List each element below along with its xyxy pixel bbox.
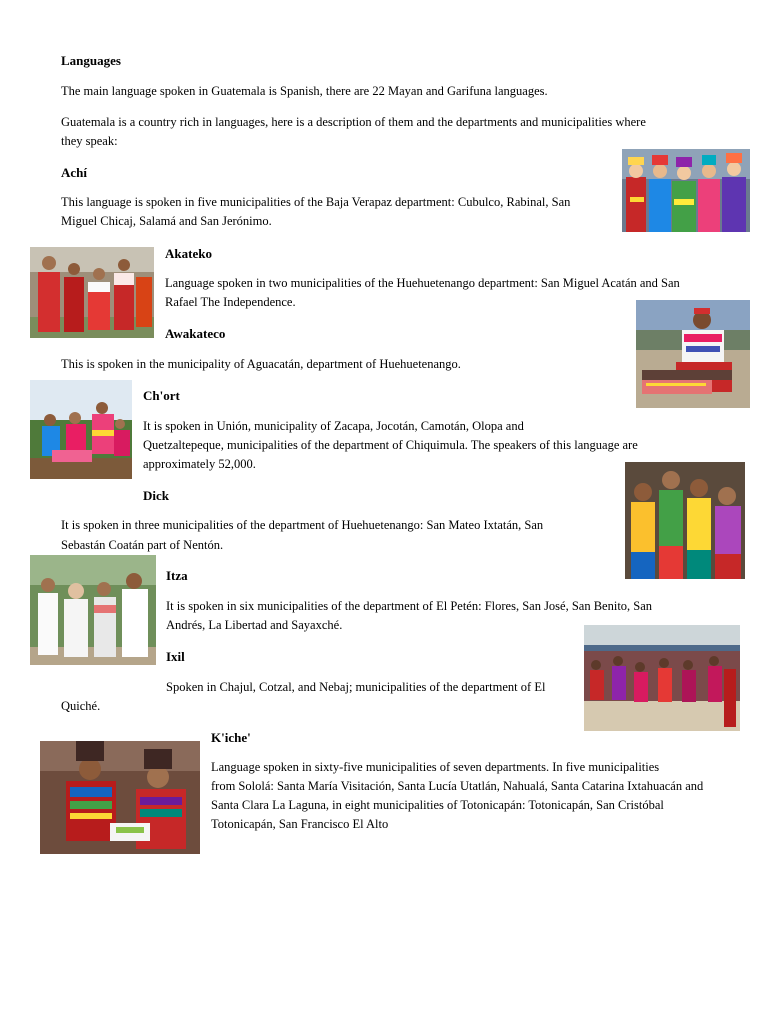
achi-text-line-1: This language is spoken in five municipalities of the Baja Verapaz department: Cubulco, Rabinal, San <box>61 195 571 209</box>
akateko-women-photo <box>30 247 154 338</box>
heading-chort: Ch'ort <box>143 388 180 403</box>
awakateco-weaver-photo <box>636 300 750 408</box>
ixil-market-photo <box>584 625 740 731</box>
chort-group-photo <box>30 380 132 479</box>
dick-text-line-1: It is spoken in three municipalities of the department of Huehuetenango: San Mateo Ixtatán, San <box>61 518 544 532</box>
heading-akateko: Akateko <box>165 246 212 261</box>
ixil-text-line-2: Quiché. <box>61 699 101 713</box>
heading-dick: Dick <box>143 488 169 503</box>
heading-kiche: K'iche' <box>211 730 251 745</box>
kiche-text-line-2: from Sololá: Santa María Visitación, Santa Lucía Utatlán, Nahualá, Santa Catarina Ixtahuacán and <box>211 779 704 793</box>
dick-text-line-2: Sebastán Coatán part of Nentón. <box>61 538 224 552</box>
dick-children-photo <box>625 462 745 579</box>
chort-text-line-2: Quetzaltepeque, municipalities of the department of Chiquimula. The speakers of this language are <box>143 438 638 452</box>
kiche-women-photo <box>40 741 200 854</box>
kiche-text-line-3: Santa Clara La Laguna, in eight municipalities of Totonicapán: Totonicapán, San Cristóbal <box>211 798 664 812</box>
itza-text-line-2: Andrés, La Libertad and Sayaxché. <box>166 618 343 632</box>
itza-group-photo <box>30 555 156 665</box>
itza-text-line-1: It is spoken in six municipalities of the department of El Petén: Flores, San José, San Benito, San <box>166 599 653 613</box>
intro-paragraph: The main language spoken in Guatemala is Spanish, there are 22 Mayan and Garifuna languages. <box>61 84 548 98</box>
heading-itza: Itza <box>166 568 188 583</box>
heading-awakateco: Awakateco <box>165 326 226 341</box>
awakateco-text-line-1: This is spoken in the municipality of Aguacatán, department of Huehuetenango. <box>61 357 461 371</box>
page-title: Languages <box>61 53 121 68</box>
kiche-text-line-1: Language spoken in sixty-five municipalities of seven departments. In five municipalities <box>211 760 660 774</box>
heading-achi: Achí <box>61 165 87 180</box>
heading-ixil: Ixil <box>166 649 185 664</box>
achi-dancers-photo <box>622 149 750 232</box>
ixil-text-line-1: Spoken in Chajul, Cotzal, and Nebaj; municipalities of the department of El <box>166 680 546 694</box>
chort-text-line-1: It is spoken in Unión, municipality of Zacapa, Jocotán, Camotán, Olopa and <box>143 419 524 433</box>
chort-text-line-3: approximately 52,000. <box>143 457 256 471</box>
akateko-text-line-2: Rafael The Independence. <box>165 295 296 309</box>
achi-text-line-2: Miguel Chicaj, Salamá and San Jerónimo. <box>61 214 272 228</box>
intro-paragraph-2-line-2: they speak: <box>61 134 118 148</box>
akateko-text-line-1: Language spoken in two municipalities of the Huehuetenango department: San Miguel Acatán and San <box>165 276 680 290</box>
kiche-text-line-4: Totonicapán, San Francisco El Alto <box>211 817 389 831</box>
intro-paragraph-2-line-1: Guatemala is a country rich in languages, here is a description of them and the departments and municipalities where <box>61 115 646 129</box>
